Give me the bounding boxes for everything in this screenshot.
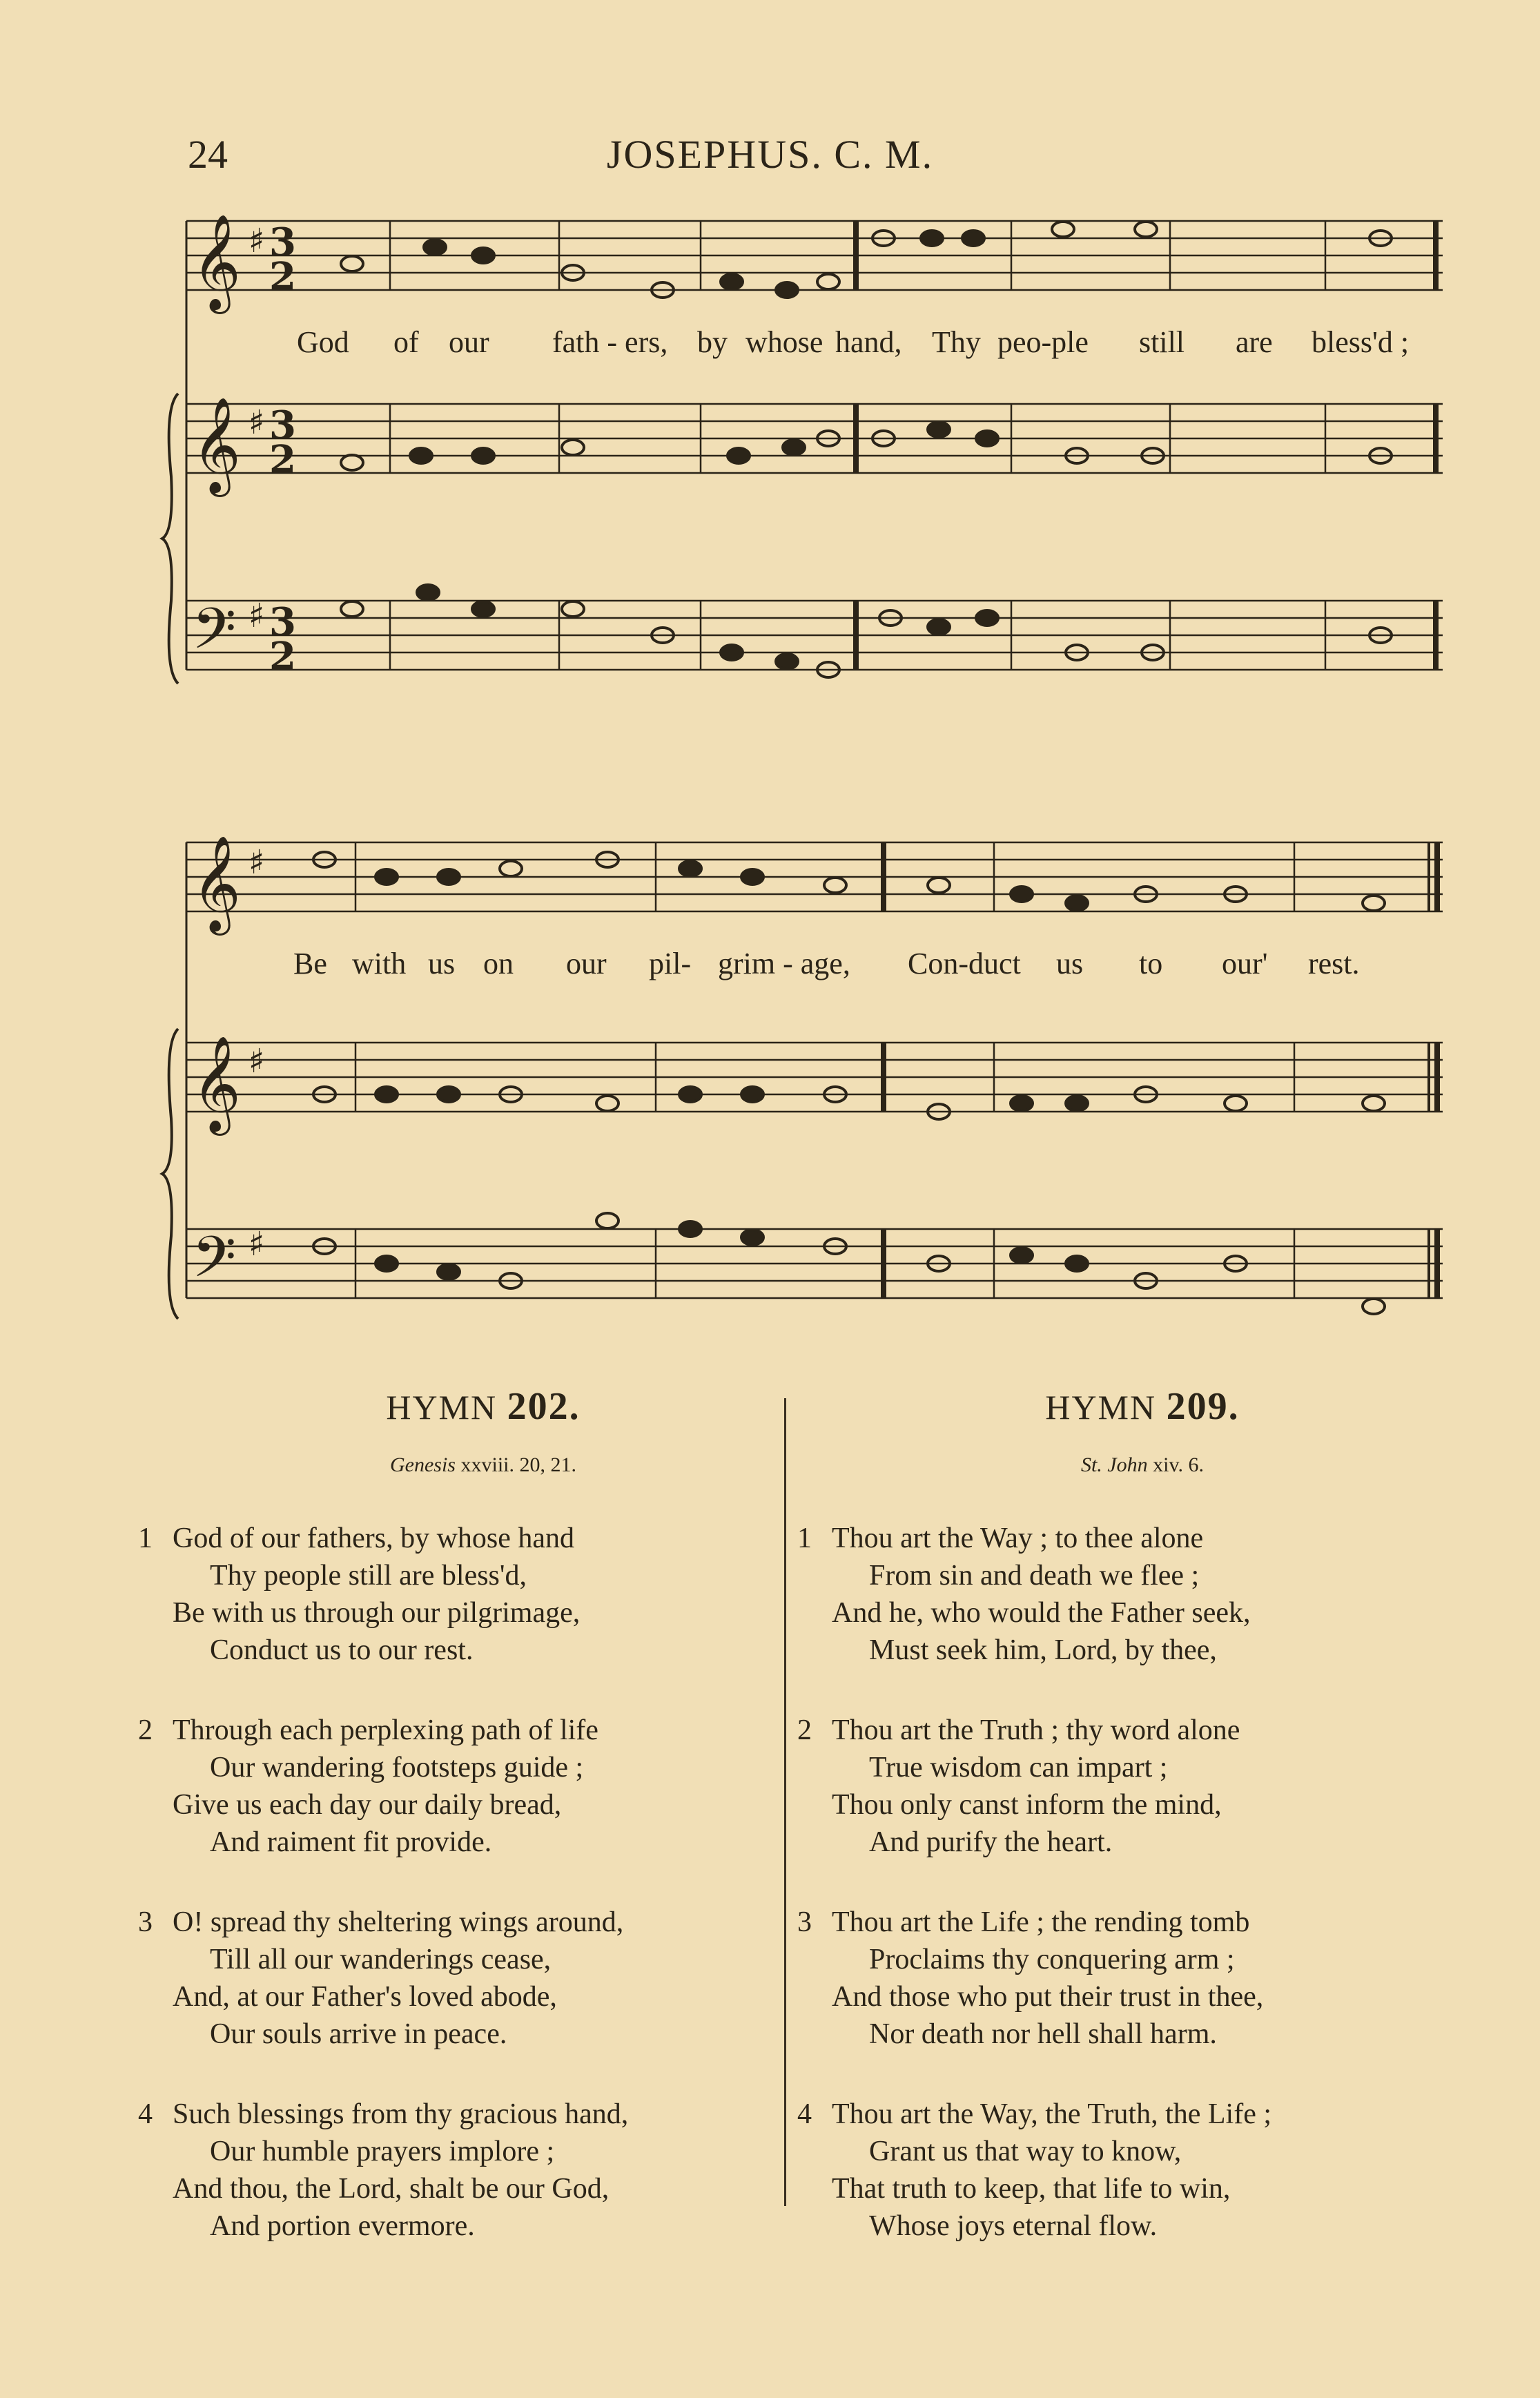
- hymn-209: [797, 1384, 1453, 2245]
- lyric-syllable: God: [297, 325, 349, 359]
- page-title: JOSEPHUS. C. M.: [606, 132, 934, 177]
- lyric-syllable: of: [393, 325, 419, 359]
- hymn-title: HYMN 202.: [386, 1385, 581, 1428]
- svg-text:2: 2: [269, 437, 296, 483]
- scripture-reference: St. John xiv. 6.: [1080, 1453, 1205, 1476]
- staff-notation-system-1: [159, 186, 1456, 711]
- svg-text:♯: ♯: [248, 403, 265, 442]
- staff-notation-system-2: [159, 808, 1456, 1360]
- svg-text:♯: ♯: [248, 1225, 265, 1264]
- lyric-syllable: by: [697, 325, 728, 359]
- svg-text:2: 2: [269, 634, 296, 679]
- lyric-syllable: our': [1222, 947, 1268, 980]
- scripture-reference: Genesis xxviii. 20, 21.: [390, 1453, 576, 1476]
- lyric-syllable: still: [1139, 325, 1185, 359]
- svg-text:𝄞: 𝄞: [192, 214, 241, 310]
- lyric-syllable: our: [566, 947, 607, 980]
- music-system-1: [159, 186, 1456, 711]
- lyric-syllable: bless'd ;: [1312, 325, 1410, 359]
- lyric-syllable: to: [1139, 947, 1163, 980]
- lyric-syllable: Con-duct: [908, 947, 1021, 980]
- hymn-202: [138, 1384, 794, 2245]
- lyric-syllable: peo-ple: [997, 325, 1089, 359]
- lyric-syllable: Thy: [932, 325, 981, 359]
- svg-text:♯: ♯: [248, 222, 265, 260]
- svg-text:♯: ♯: [248, 1042, 265, 1081]
- svg-text:𝄞: 𝄞: [192, 397, 241, 493]
- lyric-syllable: us: [1056, 947, 1084, 980]
- lyric-syllable: pil-: [649, 947, 692, 980]
- lyric-syllable: grim - age,: [718, 947, 850, 980]
- lyric-syllable: fath - ers,: [552, 325, 668, 359]
- hymn-title: HYMN 209.: [1045, 1385, 1240, 1428]
- stanza: 2 Through each perplexing path of life Our wandering footsteps guide ; Give us each day our daily bread, And raiment fit provide.: [138, 1714, 598, 1858]
- svg-text:𝄞: 𝄞: [192, 1036, 241, 1132]
- svg-text:3: 3: [269, 220, 296, 265]
- svg-text:♯: ♯: [248, 843, 265, 882]
- svg-text:𝄞: 𝄞: [192, 835, 241, 931]
- music-system-2: [159, 808, 1456, 1360]
- svg-text:𝄢: 𝄢: [192, 1224, 237, 1304]
- lyric-syllable: our: [449, 325, 489, 359]
- stanza: 1 God of our fathers, by whose hand Thy people still are bless'd, Be with us through our pilgrimage, Conduct us to our rest.: [138, 1522, 581, 1666]
- stanza: 3 Thou art the Life ; the rending tomb Proclaims thy conquering arm ; And those who put their trust in thee, Nor death nor hell shall harm.: [797, 1906, 1264, 2050]
- lyric-syllable: us: [428, 947, 456, 980]
- page-number: 24: [188, 132, 228, 177]
- lyric-syllable: whose: [745, 325, 823, 359]
- lyric-syllable: Be: [293, 947, 327, 980]
- lyric-syllable: on: [483, 947, 514, 980]
- stanza: 1 Thou art the Way ; to thee alone From sin and death we flee ; And he, who would the Father seek, Must seek him, Lord, by thee,: [797, 1522, 1251, 1666]
- stanza: 2 Thou art the Truth ; thy word alone True wisdom can impart ; Thou only canst inform the mind, And purify the heart.: [797, 1714, 1240, 1858]
- svg-text:♯: ♯: [248, 597, 265, 635]
- stanza: 4 Thou art the Way, the Truth, the Life ; Grant us that way to know, That truth to keep, that life to win, Whose joys eternal flow.: [797, 2098, 1272, 2242]
- lyric-syllable: hand,: [835, 325, 902, 359]
- svg-text:3: 3: [269, 403, 296, 448]
- stanza: 4 Such blessings from thy gracious hand, Our humble prayers implore ; And thou, the Lord, shalt be our God, And portion evermore.: [138, 2098, 629, 2242]
- stanza: 3 O! spread thy sheltering wings around, Till all our wanderings cease, And, at our Father's loved abode, Our souls arrive in peace.: [138, 1906, 624, 2050]
- lyric-syllable: are: [1236, 325, 1273, 359]
- svg-text:2: 2: [269, 254, 296, 300]
- svg-text:3: 3: [269, 599, 296, 645]
- lyric-syllable: with: [352, 947, 407, 980]
- svg-text:𝄢: 𝄢: [192, 595, 237, 676]
- lyric-syllable: rest.: [1308, 947, 1360, 980]
- column-divider: [784, 1398, 786, 2206]
